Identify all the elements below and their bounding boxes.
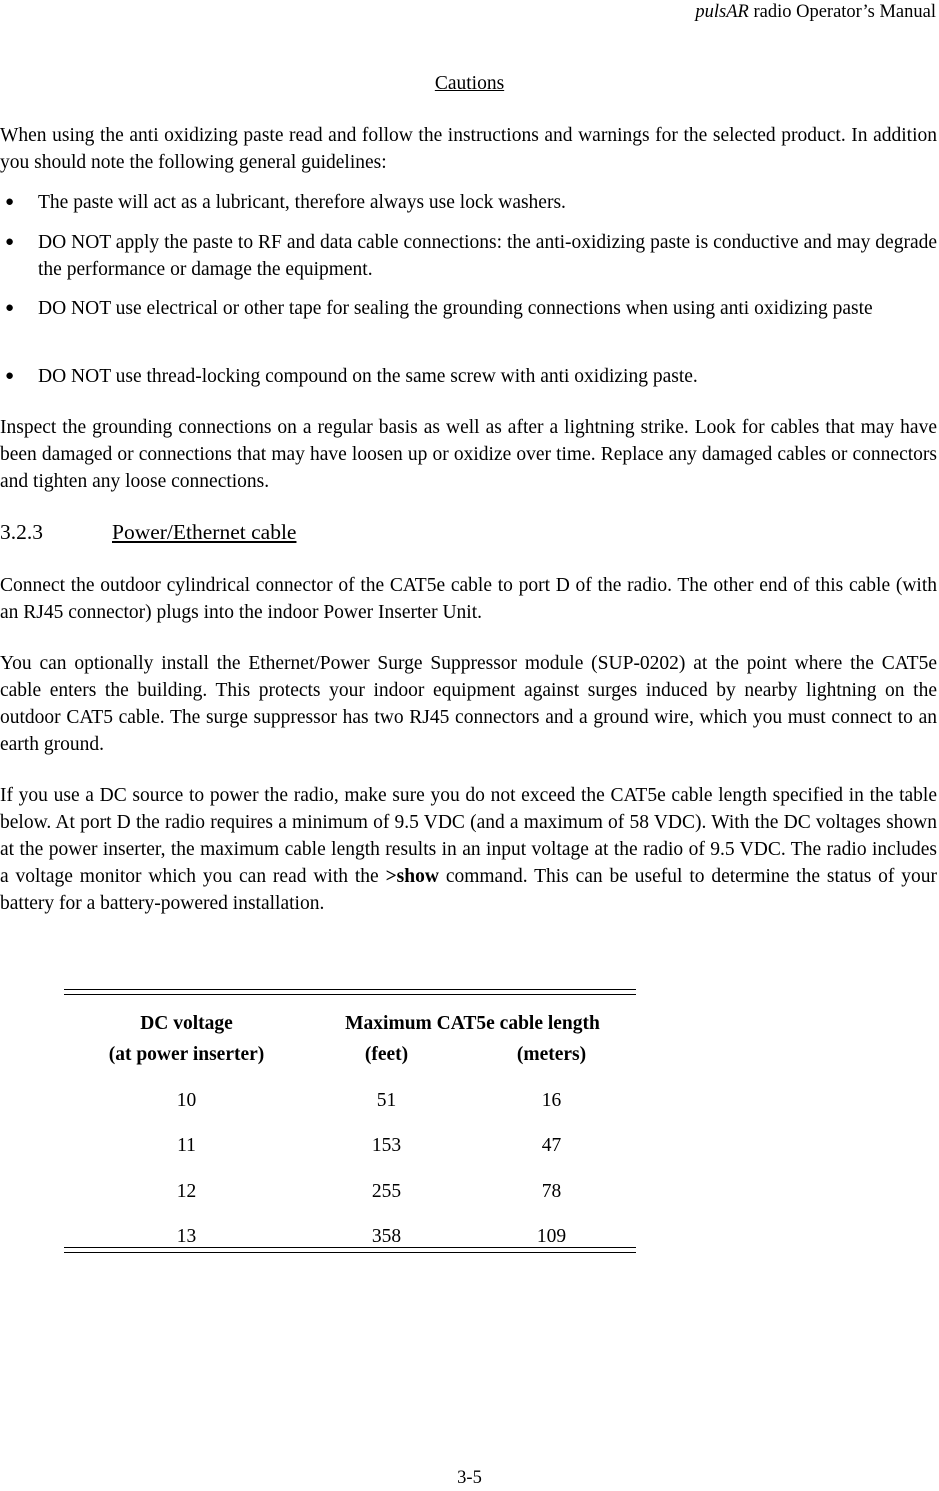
list-item-text: DO NOT use electrical or other tape for sealing the grounding connections when using anti oxidizing paste	[38, 298, 873, 319]
bullet-icon: ●	[5, 194, 15, 210]
list-item-text: DO NOT apply the paste to RF and data cable connections: the anti-oxidizing paste is conductive and may degrade the performance or damage the equipment.	[38, 232, 937, 280]
page-number: 3-5	[457, 1468, 482, 1488]
bullet-icon: ●	[5, 300, 15, 316]
header-title: radio Operator’s Manual	[748, 2, 936, 22]
bullet-icon: ●	[5, 234, 15, 250]
table-cell: 78	[541, 1181, 562, 1202]
inspect-paragraph: Inspect the grounding connections on a regular basis as well as after a lightning strike. Look for cables that may have been damaged or connections that may have loosen up or oxidize over time. Replace any damaged cables or connectors and tighten any loose connections.	[0, 417, 937, 492]
col-subheader-feet: (feet)	[364, 1044, 409, 1065]
table-cell: 255	[371, 1181, 402, 1202]
table-cell: 47	[541, 1135, 562, 1156]
col-subheader-power-inserter: (at power inserter)	[108, 1044, 265, 1065]
cable-length-table	[64, 989, 636, 1253]
col-subheader-meters: (meters)	[516, 1044, 587, 1065]
brand-name: pulsAR	[695, 2, 749, 22]
table-cell: 10	[176, 1090, 197, 1111]
surge-paragraph: You can optionally install the Ethernet/Power Surge Suppressor module (SUP-0202) at the point where the CAT5e cable enters the building. This protects your indoor equipment against surges induced by nearby lightning on the outdoor CAT5 cable. The surge suppressor has two RJ45 connectors and a ground wire, which you must connect to an earth ground.	[0, 653, 937, 755]
table-cell: 16	[541, 1090, 562, 1111]
bullet-icon: ●	[5, 368, 15, 384]
section-title: Power/Ethernet cable	[112, 520, 297, 544]
table-cell: 51	[376, 1090, 397, 1111]
table-cell: 11	[177, 1135, 196, 1156]
table-cell: 109	[536, 1226, 567, 1247]
running-header	[695, 0, 936, 24]
dc-text-after: command. This can be useful to determine the status of your battery for a battery-powered installation.	[0, 866, 937, 914]
dc-source-paragraph	[0, 782, 937, 917]
table-body	[64, 995, 636, 1247]
list-item-text: DO NOT use thread-locking compound on the same screw with anti oxidizing paste.	[38, 366, 698, 387]
section-heading	[0, 518, 296, 546]
list-item-text: The paste will act as a lubricant, therefore always use lock washers.	[38, 192, 566, 213]
table-cell: 12	[176, 1181, 197, 1202]
table-cell: 13	[176, 1226, 197, 1247]
dc-text-before: If you use a DC source to power the radio, make sure you do not exceed the CAT5e cable length specified in the table below. At port D the radio requires a minimum of 9.5 VDC (and a maximum of 58 VDC). With the DC voltages shown at the power inserter, the maximum cable length results in an input voltage at the radio of 9.5 VDC. The radio includes a voltage monitor which you can read with the	[0, 785, 937, 887]
show-command: >show	[385, 866, 439, 887]
table-cell: 153	[371, 1135, 402, 1156]
section-number: 3.2.3	[0, 520, 43, 544]
col-header-dc-voltage: DC voltage	[140, 1013, 233, 1034]
cautions-heading: Cautions	[434, 73, 505, 94]
cable-paragraph: Connect the outdoor cylindrical connector of the CAT5e cable to port D of the radio. The other end of this cable (with an RJ45 connector) plugs into the indoor Power Inserter Unit.	[0, 575, 937, 623]
col-header-max-length: Maximum CAT5e cable length	[345, 1013, 600, 1034]
table-cell: 358	[371, 1226, 402, 1247]
intro-paragraph: When using the anti oxidizing paste read and follow the instructions and warnings for the selected product. In addition you should note the following general guidelines:	[0, 125, 937, 173]
